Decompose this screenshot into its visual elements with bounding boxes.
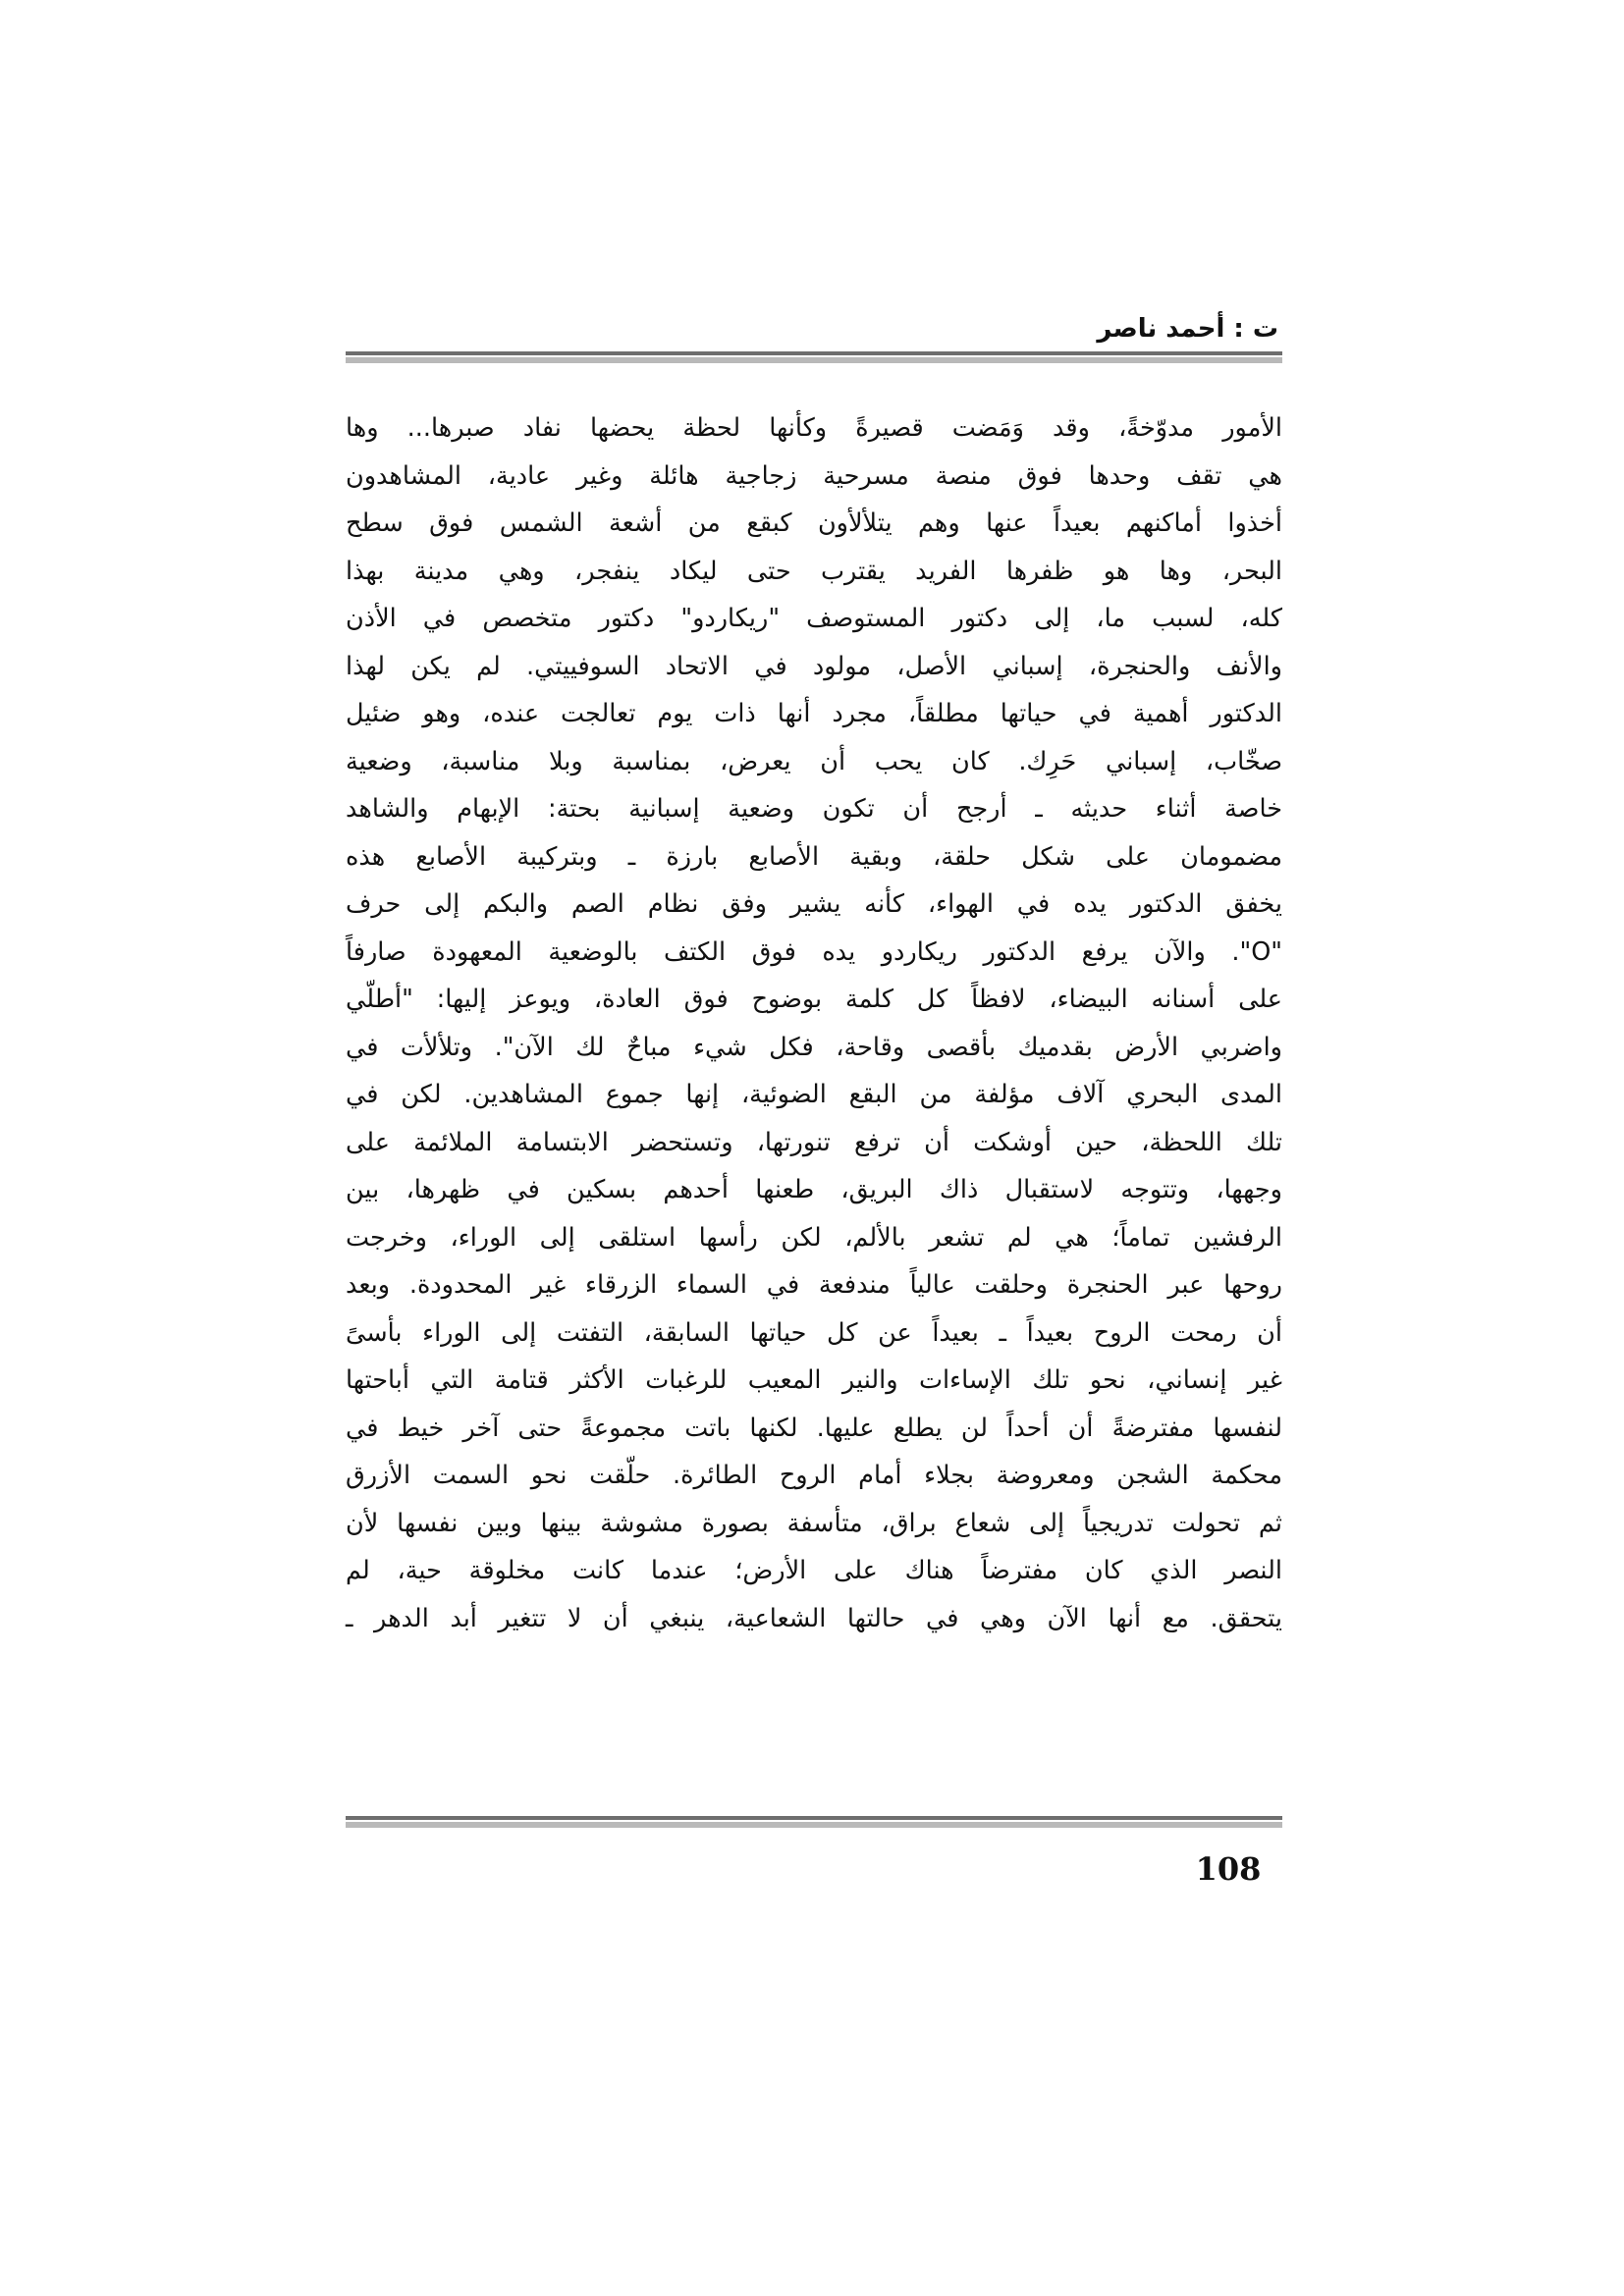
text-line: المدى البحري آلاف مؤلفة من البقع الضوئية، إنها جموع المشاهدين. لكن في bbox=[346, 1080, 1282, 1109]
text-line: صخّاب، إسباني حَرِك. كان يحب أن يعرض، بمناسبة وبلا مناسبة، وضعية bbox=[346, 746, 1282, 776]
text-line: الدكتور أهمية في حياتها مطلقاً، مجرد أنها ذات يوم تعالجت عنده، وهو ضئيل bbox=[346, 699, 1282, 728]
text-line: وجهها، وتتوجه لاستقبال ذاك البريق، طعنها أحدهم بسكين في ظهرها، بين bbox=[346, 1175, 1282, 1204]
text-line: مضمومان على شكل حلقة، وبقية الأصابع بارزة ـ وبتركيبة الأصابع هذه bbox=[346, 841, 1282, 872]
page-number: 108 bbox=[1195, 1850, 1262, 1888]
text-line: ثم تحولت تدريجياً إلى شعاع براق، متأسفة بصورة مشوشة بينها وبين نفسها لأن bbox=[346, 1508, 1282, 1538]
text-line: على أسنانه البيضاء، لافظاً كل كلمة بوضوح فوق العادة، ويوعز إليها: "أطلّي bbox=[346, 985, 1282, 1014]
text-line: خاصة أثناء حديثه ـ أرجح أن تكون وضعية إسبانية بحتة: الإبهام والشاهد bbox=[346, 794, 1282, 824]
footer-rule bbox=[346, 1816, 1282, 1828]
text-line: والأنف والحنجرة، إسباني الأصل، مولود في الاتحاد السوفييتي. لم يكن لهذا bbox=[346, 651, 1282, 681]
text-line: يخفق الدكتور يده في الهواء، كأنه يشير وفق نظام الصم والبكم إلى حرف bbox=[346, 889, 1282, 919]
text-line: الرفشين تماماً؛ هي لم تشعر بالألم، لكن رأسها استلقى إلى الوراء، وخرجت bbox=[346, 1222, 1282, 1253]
text-line: النصر الذي كان مفترضاً هناك على الأرض؛ عندما كانت مخلوقة حية، لم bbox=[346, 1556, 1282, 1585]
body-text bbox=[346, 404, 1282, 1818]
text-line: كله، لسبب ما، إلى دكتور المستوصف "ريكاردو" دكتور متخصص في الأذن bbox=[346, 604, 1282, 633]
text-line: محكمة الشجن ومعروضة بجلاء أمام الروح الطائرة. حلّقت نحو السمت الأزرق bbox=[346, 1461, 1282, 1490]
header-rule bbox=[346, 351, 1282, 363]
text-line: يتحقق. مع أنها الآن وهي في حالتها الشعاعية، ينبغي أن لا تتغير أبد الدهر ـ bbox=[346, 1603, 1282, 1633]
text-line: "O". والآن يرفع الدكتور ريكاردو يده فوق الكتف بالوضعية المعهودة صارفاً bbox=[346, 936, 1282, 967]
text-line: البحر، وها هو ظفرها الفريد يقترب حتى ليكاد ينفجر، وهي مدينة بهذا bbox=[346, 556, 1282, 586]
text-line: روحها عبر الحنجرة وحلقت عالياً مندفعة في السماء الزرقاء غير المحدودة. وبعد bbox=[346, 1270, 1282, 1300]
text-line: تلك اللحظة، حين أوشكت أن ترفع تنورتها، وتستحضر الابتسامة الملائمة على bbox=[346, 1127, 1282, 1157]
text-line: أن رمحت الروح بعيداً ـ بعيداً عن كل حياتها السابقة، التفتت إلى الوراء بأسىً bbox=[346, 1317, 1282, 1348]
text-line: لنفسها مفترضةً أن أحداً لن يطلع عليها. لكنها باتت مجموعةً حتى آخر خيط في bbox=[346, 1413, 1282, 1443]
text-line: أخذوا أماكنهم بعيداً عنها وهم يتلألأون كبقع من أشعة الشمس فوق سطح bbox=[346, 508, 1282, 538]
running-header-title: ت : أحمد ناصر bbox=[1097, 314, 1278, 344]
text-line: هي تقف وحدها فوق منصة مسرحية زجاجية هائلة وغير عادية، المشاهدون bbox=[346, 460, 1282, 491]
text-line: واضربي الأرض بقدميك بأقصى وقاحة، فكل شيء مباحٌ لك الآن". وتلألأت في bbox=[346, 1032, 1282, 1062]
text-line: غير إنساني، نحو تلك الإساءات والنير المعيب للرغبات الأكثر قتامة التي أباحتها bbox=[346, 1365, 1282, 1395]
text-line: الأمور مدوّخةً، وقد وَمَضت قصيرةً وكأنها لحظة يحضها نفاد صبرها... وها bbox=[346, 413, 1282, 443]
